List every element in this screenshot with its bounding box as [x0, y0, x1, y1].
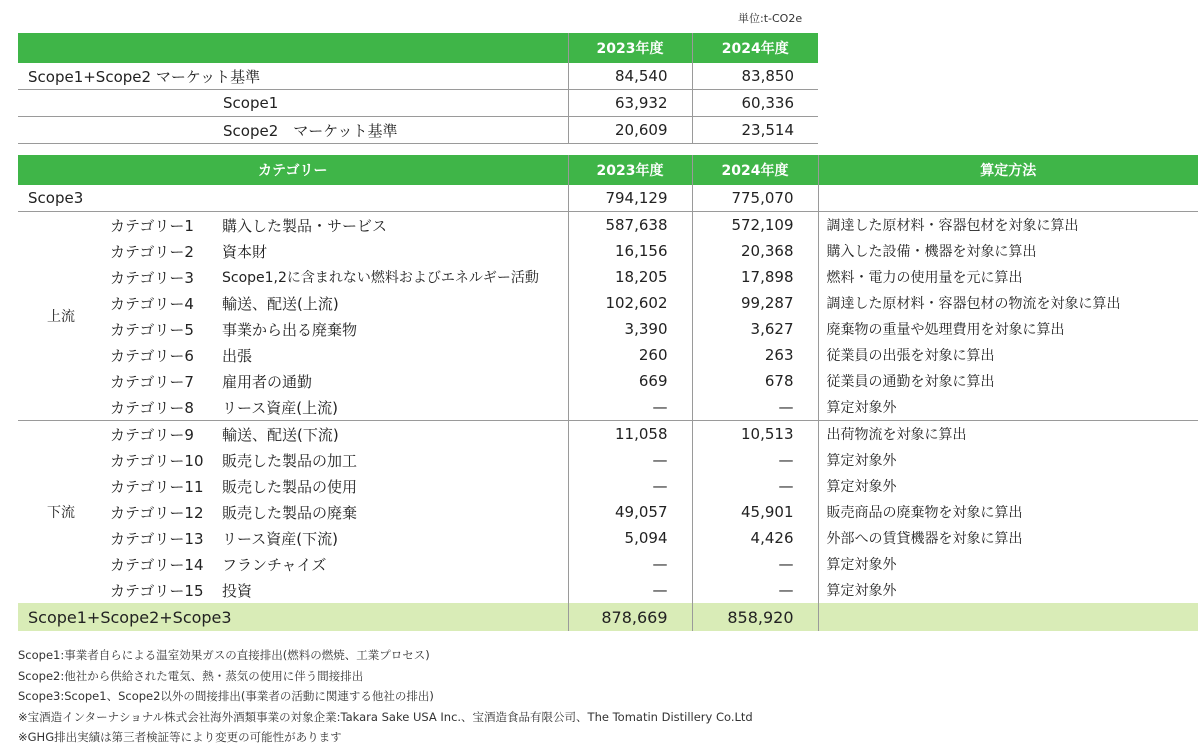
value-2024: — [692, 551, 818, 577]
value-2023: 669 [568, 368, 692, 394]
category-name: 輸送、配送(下流) [222, 425, 339, 444]
category-number: カテゴリー8 [104, 394, 216, 421]
total-label: Scope1+Scope2+Scope3 [18, 603, 568, 631]
value-2023: — [568, 577, 692, 603]
method-cell: 廃棄物の重量や処理費用を対象に算出 [818, 316, 1198, 342]
row-label: Scope1 [18, 90, 568, 117]
category-name: フランチャイズ [222, 555, 327, 574]
value-2024: 60,336 [692, 90, 818, 117]
value-2023: — [568, 447, 692, 473]
category-name: 販売した製品の使用 [222, 477, 358, 496]
category-name: 事業から出る廃棄物 [222, 320, 358, 339]
value-2024: 3,627 [692, 316, 818, 342]
table-row [18, 342, 1198, 368]
value-2023: 49,057 [568, 499, 692, 525]
category-name: 投資 [222, 581, 253, 600]
method-cell: 燃料・電力の使用量を元に算出 [818, 264, 1198, 290]
table-row [18, 421, 1198, 448]
category-name: リース資産(下流) [222, 529, 338, 548]
value-2024: 83,850 [692, 63, 818, 90]
value-2023: 794,129 [568, 185, 692, 212]
table-row [18, 264, 1198, 290]
note-line: ※GHG排出実績は第三者検証等により変更の可能性があります [18, 730, 342, 744]
value-2023: 3,390 [568, 316, 692, 342]
table-row [18, 551, 1198, 577]
value-2023: — [568, 551, 692, 577]
group-downstream: 下流 [47, 505, 75, 521]
table-row [18, 525, 1198, 551]
table-row [18, 238, 1198, 264]
category-name: 販売した製品の廃棄 [222, 503, 358, 522]
category-number: カテゴリー9 [110, 425, 194, 444]
table-row [18, 90, 818, 117]
value-2023: 18,205 [568, 264, 692, 290]
category-number: カテゴリー7 [110, 372, 194, 391]
table-row [18, 212, 1198, 239]
method-cell: 算定対象外 [818, 551, 1198, 577]
category-number: カテゴリー11 [110, 477, 204, 496]
method-cell: 算定対象外 [818, 394, 1198, 421]
category-number: カテゴリー12 [110, 503, 204, 522]
total-2024: 858,920 [692, 603, 818, 631]
method-cell: 購入した設備・機器を対象に算出 [818, 238, 1198, 264]
table-row [18, 316, 1198, 342]
category-number: カテゴリー14 [110, 555, 204, 574]
scope3-label: Scope3 [18, 185, 568, 212]
table-row [18, 63, 818, 90]
scope12-table [18, 33, 818, 144]
scope12-header-row [18, 33, 818, 63]
header-2023: 2023年度 [568, 155, 692, 185]
value-2024: 45,901 [692, 499, 818, 525]
category-name: リース資産(上流) [216, 394, 568, 421]
method-cell: 出荷物流を対象に算出 [818, 421, 1198, 448]
scope3-header-row [18, 155, 1198, 185]
category-number: カテゴリー5 [110, 320, 194, 339]
note-line: Scope3:Scope1、Scope2以外の間接排出(事業者の活動に関連する他社の排出) [18, 689, 434, 703]
category-number: カテゴリー2 [110, 242, 194, 261]
category-name: Scope1,2に含まれない燃料およびエネルギー活動 [222, 270, 539, 286]
note-line: ※宝酒造インターナショナル株式会社海外酒類事業の対象企業:Takara Sake USA Inc.、宝酒造食品有限公司、The Tomatin Distillery Co.Ltd [18, 709, 753, 724]
method-cell: 算定対象外 [818, 447, 1198, 473]
group-upstream: 上流 [18, 212, 104, 421]
category-name: 販売した製品の加工 [222, 451, 358, 470]
value-2024: 678 [692, 368, 818, 394]
method-cell: 販売商品の廃棄物を対象に算出 [818, 499, 1198, 525]
header-category: カテゴリー [18, 155, 568, 185]
method-cell: 従業員の出張を対象に算出 [818, 342, 1198, 368]
value-2023: 102,602 [568, 290, 692, 316]
value-2024: 23,514 [692, 117, 818, 144]
unit-label: 単位:t-CO2e [738, 12, 803, 25]
category-name: 出張 [222, 346, 253, 365]
header-2023: 2023年度 [568, 33, 692, 63]
table-row [18, 368, 1198, 394]
value-2024: 20,368 [692, 238, 818, 264]
table-row [18, 577, 1198, 603]
category-name: 資本財 [222, 242, 268, 261]
value-2024: 17,898 [692, 264, 818, 290]
table-row [18, 473, 1198, 499]
header-2024: 2024年度 [692, 155, 818, 185]
category-number: カテゴリー10 [110, 451, 204, 470]
total-method [818, 603, 1198, 631]
notes [18, 645, 753, 748]
value-2023: 260 [568, 342, 692, 368]
value-2024: — [692, 447, 818, 473]
method-cell: 算定対象外 [818, 577, 1198, 603]
value-2023: 63,932 [568, 90, 692, 117]
value-2024: — [692, 394, 818, 421]
value-2023: 20,609 [568, 117, 692, 144]
method-cell [818, 185, 1198, 212]
category-number: カテゴリー1 [110, 216, 194, 235]
total-row [18, 603, 1198, 631]
row-label: Scope2 マーケット基準 [18, 117, 568, 144]
value-2023: — [568, 473, 692, 499]
total-2023: 878,669 [568, 603, 692, 631]
method-cell: 算定対象外 [818, 473, 1198, 499]
header-2024: 2024年度 [692, 33, 818, 63]
scope3-row [18, 185, 1198, 212]
value-2024: 263 [692, 342, 818, 368]
method-cell: 調達した原材料・容器包材の物流を対象に算出 [818, 290, 1198, 316]
value-2024: 572,109 [692, 212, 818, 239]
table-row [18, 290, 1198, 316]
category-number: カテゴリー6 [110, 346, 194, 365]
value-2023: — [568, 394, 692, 421]
table-row [18, 499, 1198, 525]
header-blank [18, 33, 568, 63]
note-line: Scope2:他社から供給された電気、熱・蒸気の使用に伴う間接排出 [18, 668, 364, 683]
method-cell: 調達した原材料・容器包材を対象に算出 [818, 212, 1198, 239]
value-2023: 5,094 [568, 525, 692, 551]
scope3-table [18, 155, 1198, 631]
method-cell: 従業員の通勤を対象に算出 [818, 368, 1198, 394]
value-2023: 587,638 [568, 212, 692, 239]
header-method: 算定方法 [818, 155, 1198, 185]
category-name: 輸送、配送(上流) [222, 294, 339, 313]
value-2024: 775,070 [692, 185, 818, 212]
category-name: 雇用者の通勤 [222, 372, 313, 391]
table-row [18, 394, 1198, 421]
method-cell: 外部への賃貸機器を対象に算出 [818, 525, 1198, 551]
value-2024: 10,513 [692, 421, 818, 448]
value-2024: 99,287 [692, 290, 818, 316]
category-name: 購入した製品・サービス [222, 216, 388, 235]
value-2023: 16,156 [568, 238, 692, 264]
value-2024: — [692, 577, 818, 603]
row-label: Scope1+Scope2 マーケット基準 [18, 63, 568, 90]
category-number: カテゴリー4 [110, 294, 194, 313]
value-2023: 84,540 [568, 63, 692, 90]
category-number: カテゴリー3 [110, 268, 194, 287]
value-2024: 4,426 [692, 525, 818, 551]
table-row [18, 447, 1198, 473]
category-number: カテゴリー15 [110, 581, 204, 600]
value-2023: 11,058 [568, 421, 692, 448]
table-row [18, 117, 818, 144]
category-number: カテゴリー13 [110, 529, 204, 548]
note-line: Scope1:事業者自らによる温室効果ガスの直接排出(燃料の燃焼、工業プロセス) [18, 648, 430, 662]
value-2024: — [692, 473, 818, 499]
